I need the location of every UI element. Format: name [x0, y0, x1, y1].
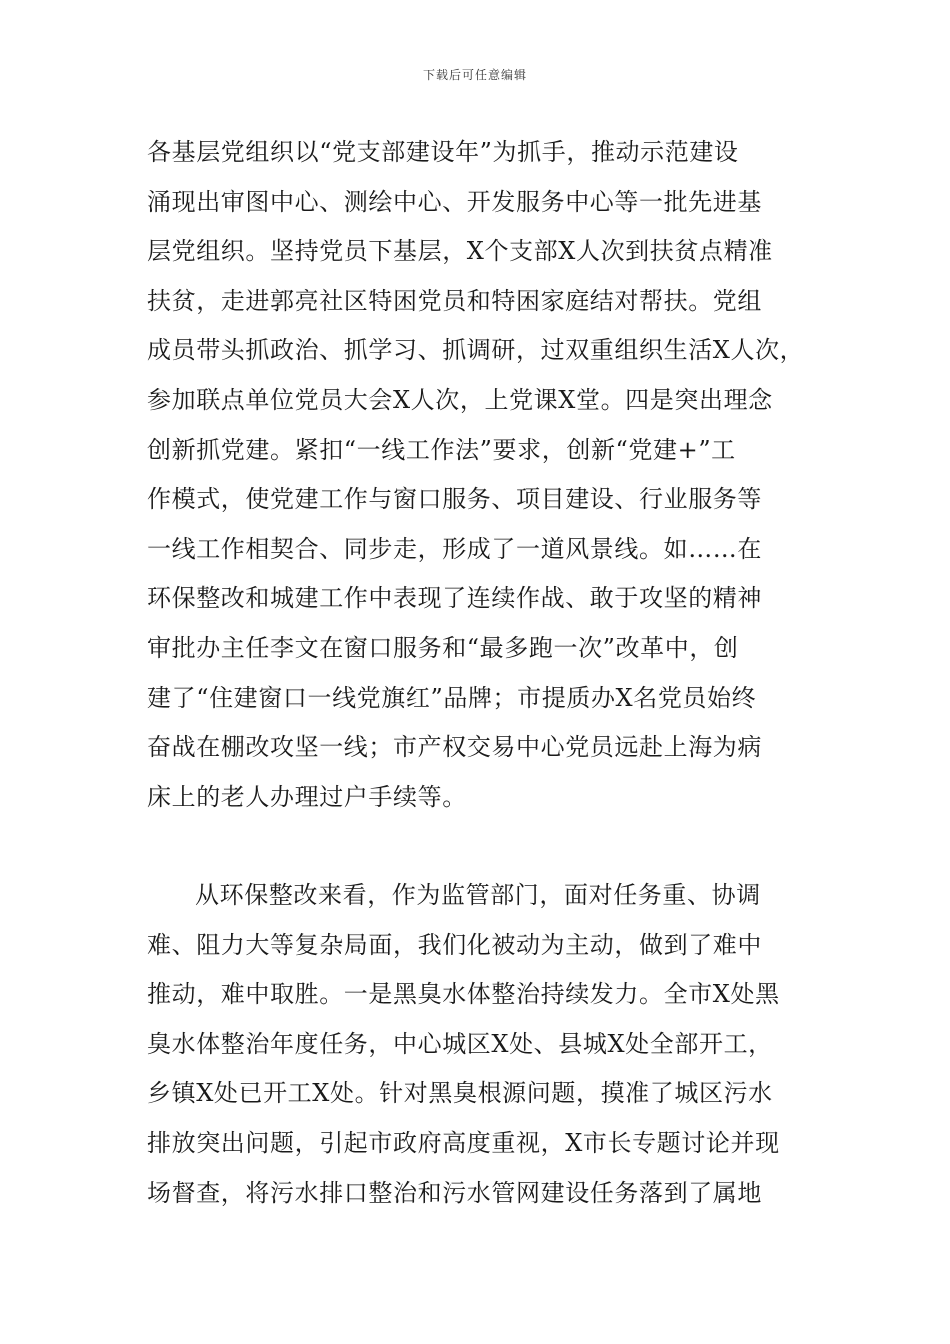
text-line: 层党组织。坚持党员下基层，X个支部X人次到扶贫点精准 [147, 237, 773, 266]
paragraph-1 [147, 128, 812, 822]
text-line: 乡镇X处已开工X处。针对黑臭根源问题，摸准了城区污水 [147, 1079, 773, 1108]
text-line: 各基层党组织以“党支部建设年”为抓手，推动示范建设 [147, 138, 739, 166]
text-line: 奋战在棚改攻坚一线；市产权交易中心党员远赴上海为病 [147, 733, 762, 762]
text-line: 难、阻力大等复杂局面，我们化被动为主动，做到了难中 [147, 930, 762, 959]
paragraph-2 [147, 871, 812, 1218]
text-line: 推动，难中取胜。一是黑臭水体整治持续发力。全市X处黑 [147, 980, 780, 1009]
text-line: 建了“住建窗口一线党旗红”品牌；市提质办X名党员始终 [147, 683, 757, 712]
text-line: 场督查，将污水排口整治和污水管网建设任务落到了属地 [147, 1178, 762, 1207]
text-line: 床上的老人办理过户手续等。 [147, 782, 467, 811]
text-line: 创新抓党建。紧扣“一线工作法”要求，创新“党建+”工 [147, 435, 736, 464]
page-header: 下载后可任意编辑 [422, 68, 527, 82]
text-line: 参加联点单位党员大会X人次，上党课X堂。四是突出理念 [147, 385, 773, 414]
text-line: 一线工作相契合、同步走，形成了一道风景线。如……在 [147, 534, 762, 563]
text-line: 审批办主任李文在窗口服务和“最多跑一次”改革中，创 [147, 633, 739, 662]
text-line: 从环保整改来看，作为监管部门，面对任务重、协调 [195, 881, 761, 909]
text-line: 作模式，使党建工作与窗口服务、项目建设、行业服务等 [147, 485, 762, 514]
text-line: 环保整改和城建工作中表现了连续作战、敢于攻坚的精神 [147, 584, 762, 613]
text-line: 扶贫，走进郭亮社区特困党员和特困家庭结对帮扶。党组 [147, 286, 762, 315]
text-line: 成员带头抓政治、抓学习、抓调研，过双重组织生活X人次， [147, 336, 805, 365]
text-line: 臭水体整治年度任务，中心城区X处、县城X处全部开工， [147, 1029, 773, 1058]
text-line: 涌现出审图中心、测绘中心、开发服务中心等一批先进基 [147, 187, 762, 216]
text-line: 排放突出问题，引起市政府高度重视，X市长专题讨论并现 [147, 1128, 780, 1157]
